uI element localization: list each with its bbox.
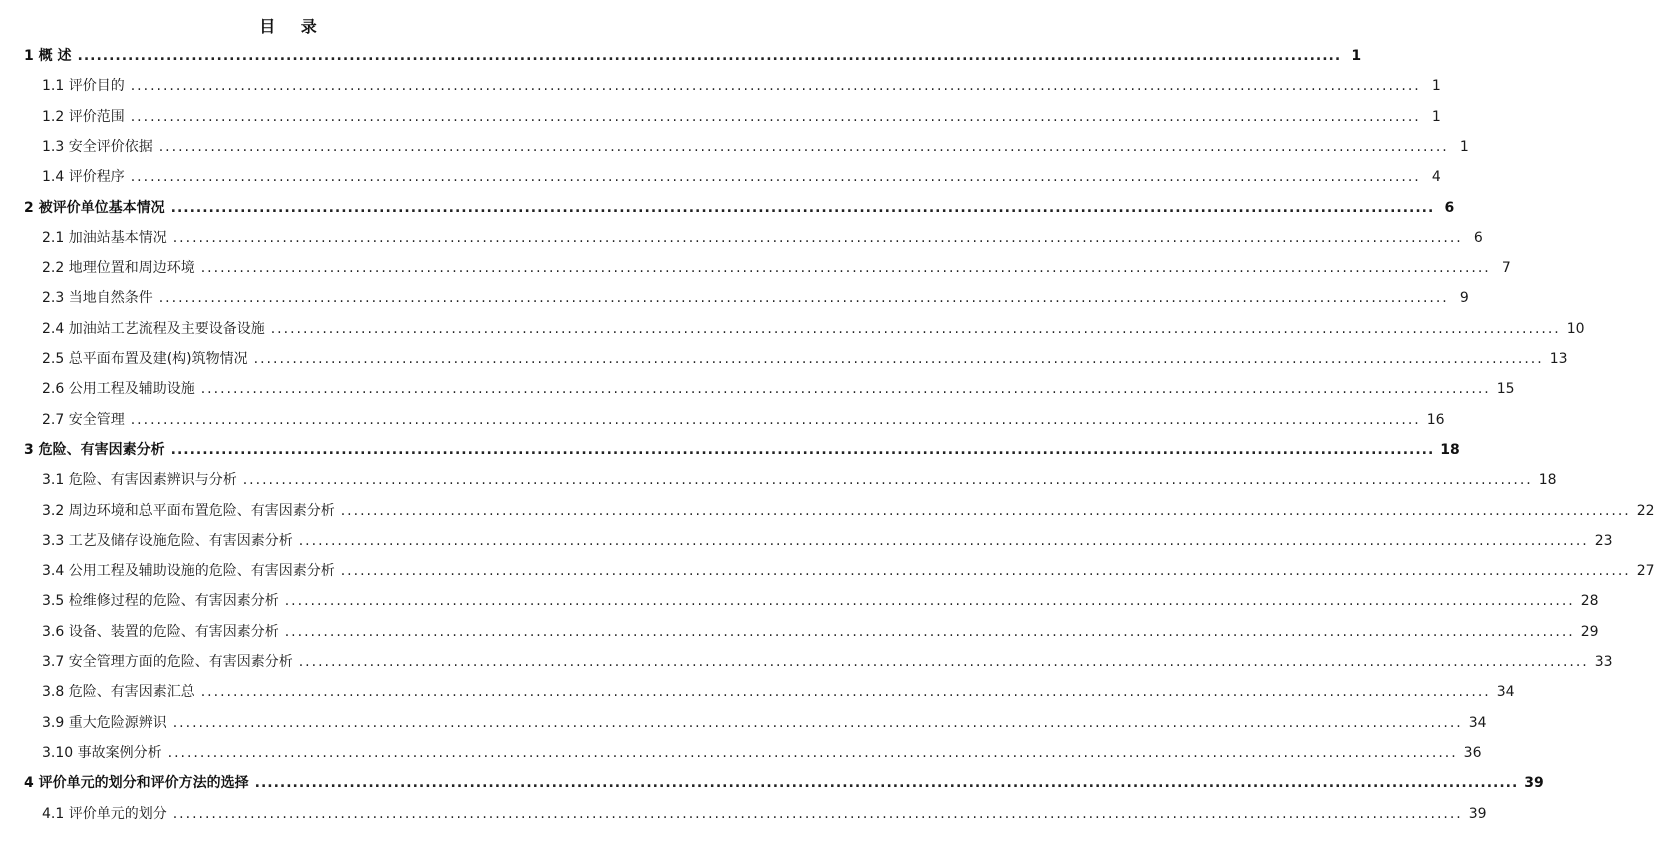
toc-entry-title: 3.4 公用工程及辅助设施的危险、有害因素分析	[42, 563, 335, 580]
toc-entry-title: 1.4 评价程序	[42, 169, 125, 186]
toc-entry-title: 2 被评价单位基本情况	[24, 199, 165, 216]
dot-leader: ........................................................................................................................................................................................................	[172, 805, 1463, 822]
toc-entry-title: 3.1 危险、有害因素辨识与分析	[42, 472, 237, 489]
toc-page-number: 36	[1463, 744, 1482, 761]
toc-section-entry[interactable]	[42, 560, 1655, 582]
toc-page-number: 18	[1538, 472, 1557, 489]
dot-leader: ........................................................................................................................................................................................................	[284, 623, 1575, 640]
toc-chapter-entry[interactable]	[24, 439, 1460, 461]
dot-leader: ........................................................................................................................................................................................................	[254, 775, 1519, 792]
toc-page-number: 13	[1549, 351, 1568, 367]
toc-entry-title: 2.4 加油站工艺流程及主要设备设施	[42, 320, 265, 337]
toc-section-entry[interactable]	[42, 530, 1613, 552]
toc-page-number: 4	[1431, 169, 1441, 186]
toc-page-number: 10	[1566, 320, 1585, 337]
toc-section-entry[interactable]	[42, 106, 1441, 128]
dot-leader: ........................................................................................................................................................................................................	[340, 502, 1631, 519]
dot-leader: ........................................................................................................................................................................................................	[253, 351, 1544, 367]
dot-leader: ........................................................................................................................................................................................................	[284, 593, 1575, 610]
dot-leader: ........................................................................................................................................................................................................	[298, 532, 1589, 549]
toc-section-entry[interactable]	[42, 409, 1445, 431]
toc-entry-title: 3 危险、有害因素分析	[24, 441, 165, 458]
toc-entry-title: 4 评价单元的划分和评价方法的选择	[24, 775, 249, 792]
dot-leader: ........................................................................................................................................................................................................	[170, 199, 1435, 216]
toc-page-number: 6	[1473, 229, 1483, 246]
dot-leader: ........................................................................................................................................................................................................	[200, 260, 1491, 277]
toc-entry-title: 3.7 安全管理方面的危险、有害因素分析	[42, 654, 293, 670]
toc-page-number: 16	[1426, 411, 1445, 428]
toc-page-number: 23	[1594, 532, 1613, 549]
toc-section-entry[interactable]	[42, 651, 1613, 673]
dot-leader: ........................................................................................................................................................................................................	[130, 169, 1421, 186]
toc-page-number: 7	[1501, 260, 1511, 277]
toc-page-number: 1	[1459, 138, 1469, 155]
dot-leader: ........................................................................................................................................................................................................	[200, 381, 1491, 398]
dot-leader: ........................................................................................................................................................................................................	[167, 744, 1458, 761]
toc-page-number: 22	[1636, 502, 1655, 519]
toc-entry-title: 3.8 危险、有害因素汇总	[42, 684, 195, 701]
toc-section-entry[interactable]	[42, 75, 1441, 97]
toc-section-entry[interactable]	[42, 469, 1557, 491]
toc-entry-title: 1.1 评价目的	[42, 78, 125, 95]
toc-page-number: 18	[1440, 441, 1460, 458]
toc-entry-title: 3.6 设备、装置的危险、有害因素分析	[42, 623, 279, 640]
toc-page-number: 1	[1351, 48, 1362, 64]
dot-leader: ........................................................................................................................................................................................................	[158, 138, 1449, 155]
toc-entry-title: 4.1 评价单元的划分	[42, 805, 167, 822]
dot-leader: ........................................................................................................................................................................................................	[130, 108, 1421, 125]
dot-leader: ........................................................................................................................................................................................................	[200, 684, 1491, 701]
toc-entry-title: 3.5 检维修过程的危险、有害因素分析	[42, 593, 279, 610]
toc-section-entry[interactable]	[42, 590, 1599, 612]
toc-section-entry[interactable]	[42, 621, 1599, 643]
toc-page-number: 1	[1431, 78, 1441, 95]
toc-section-entry[interactable]	[42, 803, 1487, 825]
toc-page-number: 29	[1580, 623, 1599, 640]
toc-entry-title: 1.3 安全评价依据	[42, 138, 153, 155]
toc-page-number: 34	[1468, 714, 1487, 731]
toc-entry-title: 3.2 周边环境和总平面布置危险、有害因素分析	[42, 502, 335, 519]
toc-section-entry[interactable]	[42, 257, 1511, 279]
toc-section-entry[interactable]	[42, 681, 1515, 703]
toc-page-number: 27	[1636, 563, 1655, 580]
toc-chapter-entry[interactable]	[24, 45, 1362, 67]
toc-entry-title: 3.3 工艺及储存设施危险、有害因素分析	[42, 532, 293, 549]
dot-leader: ........................................................................................................................................................................................................	[170, 441, 1435, 458]
dot-leader: ........................................................................................................................................................................................................	[158, 290, 1449, 307]
toc-page-number: 28	[1580, 593, 1599, 610]
toc-entry-title: 2.2 地理位置和周边环境	[42, 260, 195, 277]
toc-section-entry[interactable]	[42, 712, 1487, 734]
toc-page-number: 39	[1524, 775, 1544, 792]
toc-section-entry[interactable]	[42, 742, 1482, 764]
toc-chapter-entry[interactable]	[24, 197, 1455, 219]
toc-page-number: 34	[1496, 684, 1515, 701]
toc-entry-title: 2.7 安全管理	[42, 411, 125, 428]
toc-section-entry[interactable]	[42, 166, 1441, 188]
toc-section-entry[interactable]	[42, 348, 1568, 370]
toc-page-number: 39	[1468, 805, 1487, 822]
toc-page-number: 15	[1496, 381, 1515, 398]
toc-entry-title: 2.5 总平面布置及建(构)筑物情况	[42, 351, 248, 367]
toc-section-entry[interactable]	[42, 378, 1515, 400]
dot-leader: ........................................................................................................................................................................................................	[298, 654, 1589, 670]
toc-section-entry[interactable]	[42, 287, 1469, 309]
toc-entry-title: 1 概 述	[24, 48, 72, 64]
toc-page-number: 6	[1444, 199, 1455, 216]
toc-page-number: 9	[1459, 290, 1469, 307]
dot-leader: ........................................................................................................................................................................................................	[130, 78, 1421, 95]
toc-entry-title: 1.2 评价范围	[42, 108, 125, 125]
dot-leader: ........................................................................................................................................................................................................	[270, 320, 1561, 337]
toc-entry-title: 2.1 加油站基本情况	[42, 229, 167, 246]
dot-leader: ........................................................................................................................................................................................................	[172, 714, 1463, 731]
toc-page-number: 33	[1594, 654, 1613, 670]
toc-section-entry[interactable]	[42, 318, 1585, 340]
dot-leader: ........................................................................................................................................................................................................	[340, 563, 1631, 580]
toc-section-entry[interactable]	[42, 136, 1469, 158]
toc-section-entry[interactable]	[42, 227, 1483, 249]
page-title: 目 录	[259, 17, 327, 36]
dot-leader: ........................................................................................................................................................................................................	[130, 411, 1421, 428]
dot-leader: ........................................................................................................................................................................................................	[172, 229, 1463, 246]
toc-entry-title: 2.6 公用工程及辅助设施	[42, 381, 195, 398]
toc-entry-title: 3.10 事故案例分析	[42, 744, 162, 761]
dot-leader: ........................................................................................................................................................................................................	[242, 472, 1533, 489]
dot-leader: ........................................................................................................................................................................................................	[77, 48, 1342, 64]
toc-entry-title: 3.9 重大危险源辨识	[42, 714, 167, 731]
toc-section-entry[interactable]	[42, 500, 1655, 522]
toc-page-number: 1	[1431, 108, 1441, 125]
toc-entry-title: 2.3 当地自然条件	[42, 290, 153, 307]
toc-chapter-entry[interactable]	[24, 772, 1544, 794]
